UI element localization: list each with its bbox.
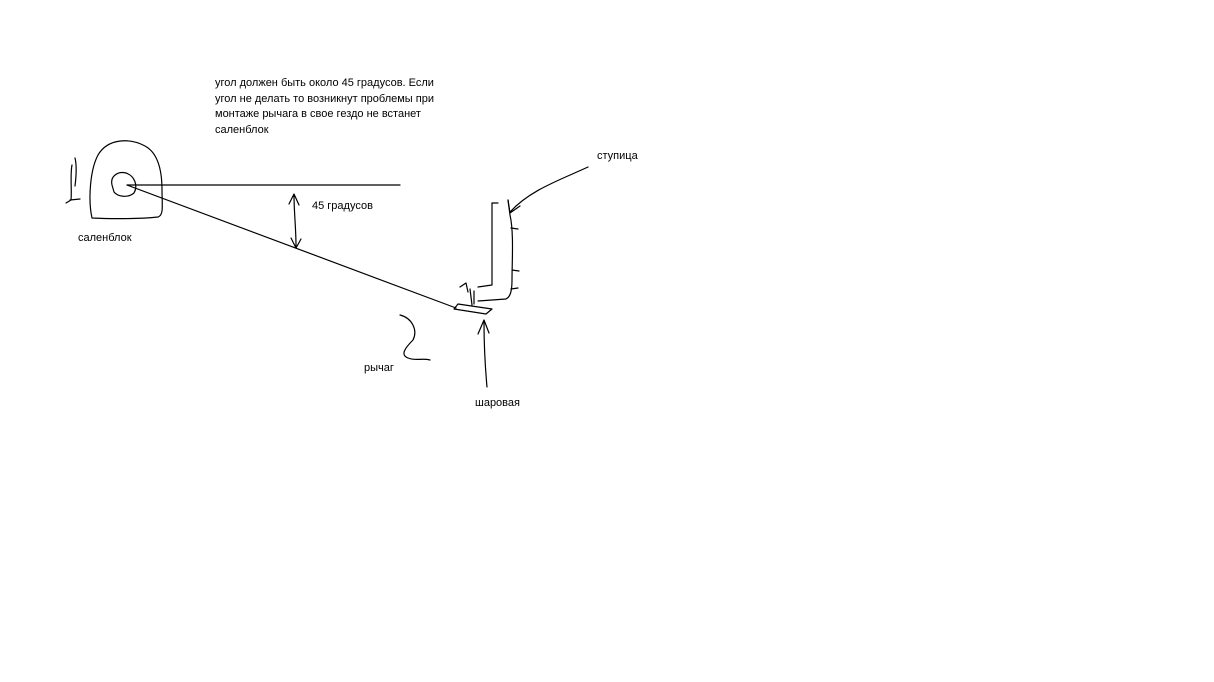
bushing-side-scribble xyxy=(66,158,80,203)
ball-joint-label: шаровая xyxy=(475,397,520,409)
note-line: угол не делать то возникнут проблемы при xyxy=(215,92,434,105)
lever-arm-line xyxy=(127,185,456,308)
note-line: саленблок xyxy=(215,123,269,136)
angle-label: 45 градусов xyxy=(312,200,373,212)
hub-label: ступица xyxy=(597,150,638,162)
bushing-housing-outline xyxy=(90,141,162,219)
hub-pointer-arrow xyxy=(508,167,588,213)
lever-label: рычаг xyxy=(364,362,394,374)
angle-dimension-arrow xyxy=(289,194,301,248)
ball-joint-pointer-arrow xyxy=(478,320,489,387)
bushing-label: саленблок xyxy=(78,232,132,244)
angle-explanation-note xyxy=(215,76,465,138)
lever-scribble xyxy=(400,315,430,360)
note-line: монтаже рычага в свое гездо не встанет xyxy=(215,108,421,120)
hub-body-outline xyxy=(478,200,513,301)
note-line: угол должен быть около 45 градусов. Если xyxy=(215,77,434,89)
ball-joint-body xyxy=(454,283,492,314)
